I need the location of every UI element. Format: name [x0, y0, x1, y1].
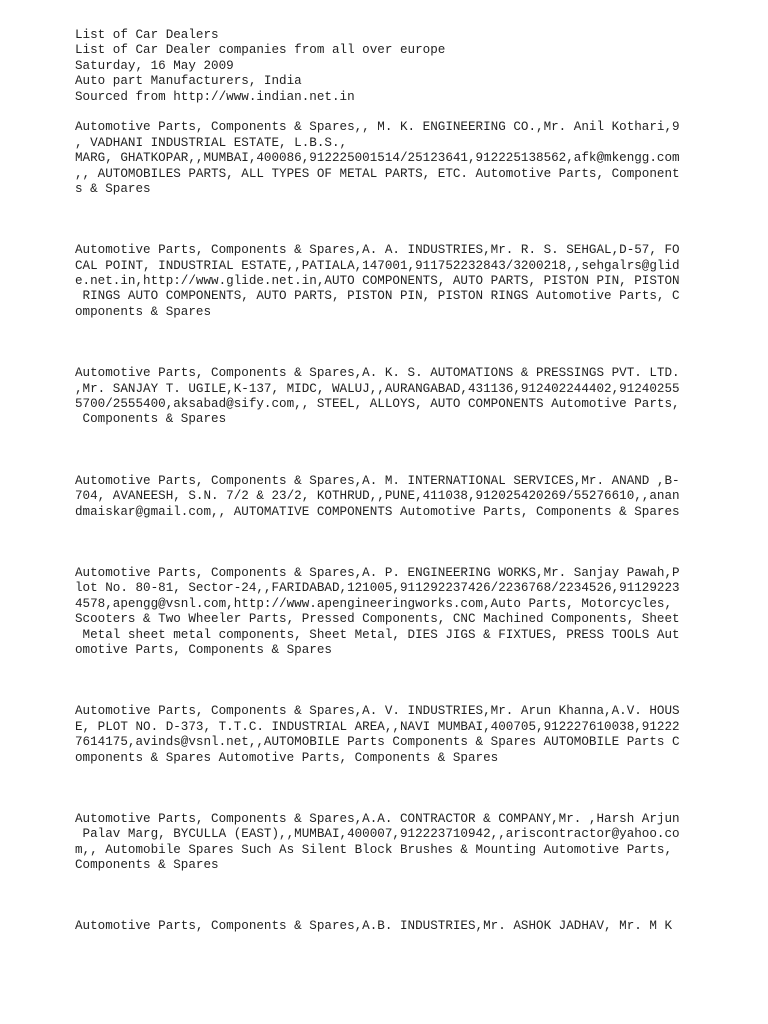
- entry-text-line: 4578,apengg@vsnl.com,http://www.apengineeringworks.com,Auto Parts, Motorcycles,: [75, 596, 673, 611]
- document-header: [75, 28, 735, 105]
- document-date: Saturday, 16 May 2009: [75, 58, 234, 73]
- dealer-entry-ab-industries: [75, 919, 735, 934]
- entry-text-line: , VADHANI INDUSTRIAL ESTATE, L.B.S.,: [75, 135, 348, 150]
- entry-text-line: Components & Spares: [75, 858, 219, 873]
- entry-text-line: Automotive Parts, Components & Spares,A.B. INDUSTRIES,Mr. ASHOK JADHAV, Mr. M K: [75, 919, 673, 934]
- entry-text-line: Automotive Parts, Components & Spares,A. M. INTERNATIONAL SERVICES,Mr. ANAND ,B-: [75, 473, 680, 488]
- dealer-entry-av-industries: [75, 704, 735, 766]
- entry-text-line: dmaiskar@gmail.com,, AUTOMATIVE COMPONENTS Automotive Parts, Components & Spares: [75, 504, 680, 519]
- entry-text-line: 7614175,avinds@vsnl.net,,AUTOMOBILE Parts Components & Spares AUTOMOBILE Parts C: [75, 735, 680, 750]
- entry-text-line: ,Mr. SANJAY T. UGILE,K-137, MIDC, WALUJ,,AURANGABAD,431136,912402244402,91240255: [75, 381, 680, 396]
- entry-text-line: Automotive Parts, Components & Spares,, M. K. ENGINEERING CO.,Mr. Anil Kothari,9: [75, 120, 680, 135]
- entry-text-line: omponents & Spares Automotive Parts, Components & Spares: [75, 750, 499, 765]
- entry-text-line: MARG, GHATKOPAR,,MUMBAI,400086,912225001514/25123641,912225138562,afk@mkengg.com: [75, 151, 680, 166]
- entry-text-line: Automotive Parts, Components & Spares,A. P. ENGINEERING WORKS,Mr. Sanjay Pawah,P: [75, 565, 680, 580]
- entry-text-line: omotive Parts, Components & Spares: [75, 642, 332, 657]
- document-body: [75, 28, 735, 981]
- dealer-entry-mk-engineering: [75, 120, 735, 197]
- entry-text-line: Automotive Parts, Components & Spares,A.A. CONTRACTOR & COMPANY,Mr. ,Harsh Arjun: [75, 811, 680, 826]
- dealer-entry-aa-contractor: [75, 812, 735, 874]
- entry-text-line: E, PLOT NO. D-373, T.T.C. INDUSTRIAL AREA,,NAVI MUMBAI,400705,912227610038,91222: [75, 719, 680, 734]
- entry-text-line: e.net.in,http://www.glide.net.in,AUTO COMPONENTS, AUTO PARTS, PISTON PIN, PISTON: [75, 274, 680, 289]
- entry-text-line: CAL POINT, INDUSTRIAL ESTATE,,PATIALA,147001,911752232843/3200218,,sehgalrs@glid: [75, 258, 680, 273]
- dealer-entry-aks-automations: [75, 366, 735, 428]
- entry-text-line: m,, Automobile Spares Such As Silent Block Brushes & Mounting Automotive Parts,: [75, 842, 673, 857]
- entry-text-line: 704, AVANEESH, S.N. 7/2 & 23/2, KOTHRUD,,PUNE,411038,912025420269/55276610,,anan: [75, 489, 680, 504]
- entry-text-line: Automotive Parts, Components & Spares,A. V. INDUSTRIES,Mr. Arun Khanna,A.V. HOUS: [75, 704, 680, 719]
- entry-text-line: Automotive Parts, Components & Spares,A. K. S. AUTOMATIONS & PRESSINGS PVT. LTD.: [75, 366, 680, 381]
- entry-text-line: Metal sheet metal components, Sheet Metal, DIES JIGS & FIXTUES, PRESS TOOLS Aut: [75, 627, 680, 642]
- document-source: Sourced from http://www.indian.net.in: [75, 89, 355, 104]
- document-title: List of Car Dealers: [75, 28, 219, 42]
- dealer-entry-aa-industries: [75, 243, 735, 320]
- entry-text-line: Palav Marg, BYCULLA (EAST),,MUMBAI,400007,912223710942,,ariscontractor@yahoo.co: [75, 827, 680, 842]
- entry-text-line: lot No. 80-81, Sector-24,,FARIDABAD,121005,911292237426/2236768/2234526,91129223: [75, 581, 680, 596]
- entry-text-line: s & Spares: [75, 181, 151, 196]
- entry-text-line: ,, AUTOMOBILES PARTS, ALL TYPES OF METAL PARTS, ETC. Automotive Parts, Component: [75, 166, 680, 181]
- entry-text-line: Scooters & Two Wheeler Parts, Pressed Components, CNC Machined Components, Sheet: [75, 612, 680, 627]
- entry-text-line: omponents & Spares: [75, 304, 212, 319]
- dealer-entry-am-international: [75, 474, 735, 520]
- entry-text-line: 5700/2555400,aksabad@sify.com,, STEEL, ALLOYS, AUTO COMPONENTS Automotive Parts,: [75, 397, 680, 412]
- document-subtitle: List of Car Dealer companies from all over europe: [75, 43, 446, 58]
- entry-text-line: RINGS AUTO COMPONENTS, AUTO PARTS, PISTON PIN, PISTON RINGS Automotive Parts, C: [75, 289, 680, 304]
- document-category: Auto part Manufacturers, India: [75, 74, 302, 89]
- dealer-entry-ap-engineering: [75, 566, 735, 658]
- entry-text-line: Components & Spares: [75, 412, 227, 427]
- entry-text-line: Automotive Parts, Components & Spares,A. A. INDUSTRIES,Mr. R. S. SEHGAL,D-57, FO: [75, 243, 680, 258]
